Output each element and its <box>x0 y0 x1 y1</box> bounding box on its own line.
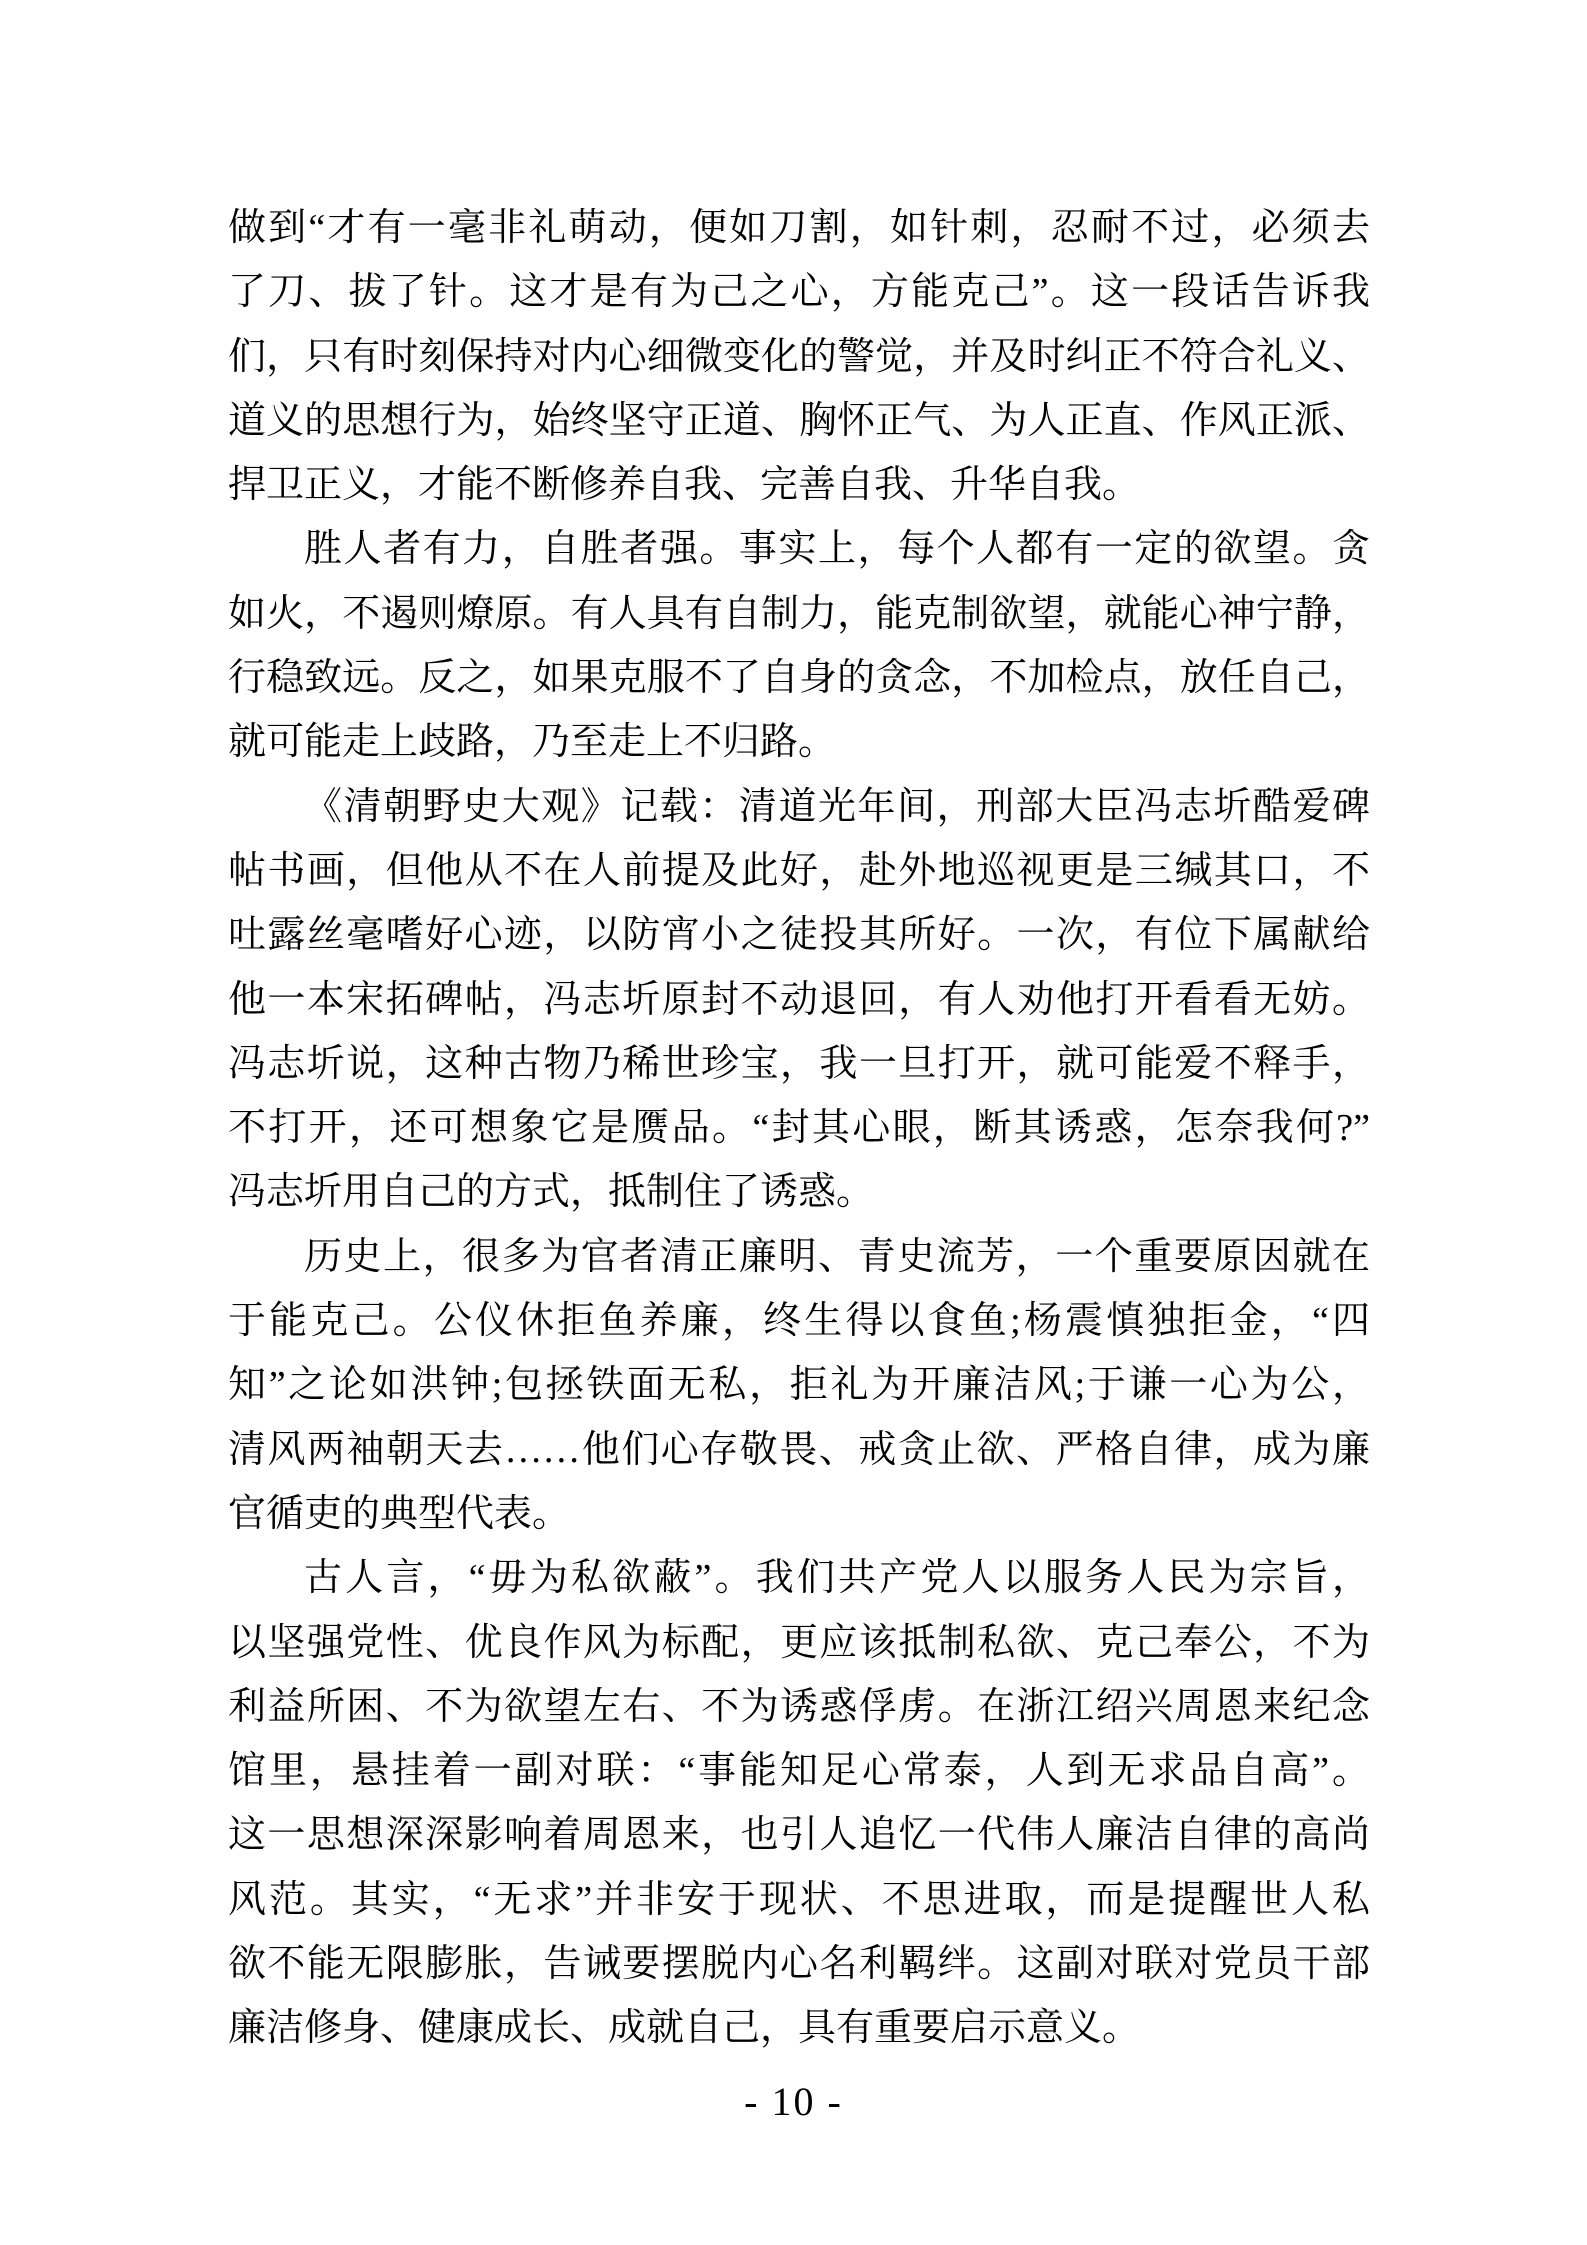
text-line: 古人言，“毋为私欲蔽”。我们共产党人以服务人民为宗旨， <box>304 1557 1370 1600</box>
text-line: 道义的思想行为，始终坚守正道、胸怀正气、为人正直、作风正派、 <box>228 399 1370 442</box>
text-line: 了刀、拔了针。这才是有为己之心，方能克己”。这一段话告诉我 <box>228 271 1370 314</box>
text-line: 行稳致远。反之，如果克服不了自身的贪念，不加检点，放任自己， <box>228 657 1370 700</box>
text-line: 风范。其实，“无求”并非安于现状、不思进取，而是提醒世人私 <box>228 1878 1370 1921</box>
text-line: 这一思想深深影响着周恩来，也引人追忆一代伟人廉洁自律的高尚 <box>228 1814 1370 1857</box>
page-number: - 10 - <box>744 2079 843 2124</box>
text-line: 冯志圻说，这种古物乃稀世珍宝，我一旦打开，就可能爱不释手， <box>228 1042 1370 1085</box>
document-body <box>228 196 1370 2061</box>
text-line: 他一本宋拓碑帖，冯志圻原封不动退回，有人劝他打开看看无妨。 <box>228 978 1370 1021</box>
text-line: 就可能走上歧路，乃至走上不归路。 <box>228 721 837 764</box>
text-line: 以坚强党性、优良作风为标配，更应该抵制私欲、克己奉公，不为 <box>228 1621 1370 1664</box>
text-line: 利益所困、不为欲望左右、不为诱惑俘虏。在浙江绍兴周恩来纪念 <box>228 1685 1370 1728</box>
text-line: 欲不能无限膨胀，告诫要摆脱内心名利羁绊。这副对联对党员干部 <box>228 1943 1370 1986</box>
text-line: 知”之论如洪钟;包拯铁面无私，拒礼为开廉洁风;于谦一心为公， <box>228 1364 1370 1407</box>
text-line: 不打开，还可想象它是赝品。“封其心眼，断其诱惑，怎奈我何?” <box>228 1107 1370 1150</box>
paragraph <box>228 196 1370 517</box>
text-line: 胜人者有力，自胜者强。事实上，每个人都有一定的欲望。贪 <box>304 528 1370 571</box>
paragraph <box>228 775 1370 1225</box>
text-line: 捍卫正义，才能不断修养自我、完善自我、升华自我。 <box>228 464 1141 507</box>
paragraph <box>228 517 1370 774</box>
text-line: 历史上，很多为官者清正廉明、青史流芳，一个重要原因就在 <box>304 1235 1370 1278</box>
text-line: 吐露丝毫嗜好心迹，以防宵小之徒投其所好。一次，有位下属献给 <box>228 914 1370 957</box>
paragraph <box>228 1225 1370 1546</box>
text-line: 清风两袖朝天去……他们心存敬畏、戒贪止欲、严格自律，成为廉 <box>228 1428 1370 1471</box>
text-line: 廉洁修身、健康成长、成就自己，具有重要启示意义。 <box>228 2007 1141 2050</box>
text-line: 馆里，悬挂着一副对联：“事能知足心常泰，人到无求品自高”。 <box>228 1750 1370 1793</box>
paragraph <box>228 1546 1370 2060</box>
text-line: 于能克己。公仪休拒鱼养廉，终生得以食鱼;杨震慎独拒金，“四 <box>228 1300 1370 1343</box>
text-line: 冯志圻用自己的方式，抵制住了诱惑。 <box>228 1171 875 1214</box>
text-line: 如火，不遏则燎原。有人具有自制力，能克制欲望，就能心神宁静， <box>228 592 1370 635</box>
text-line: 官循吏的典型代表。 <box>228 1492 571 1535</box>
text-line: 做到“才有一毫非礼萌动，便如刀割，如针刺，忍耐不过，必须去 <box>228 207 1370 249</box>
text-line: 帖书画，但他从不在人前提及此好，赴外地巡视更是三缄其口，不 <box>228 849 1370 892</box>
text-line: 《清朝野史大观》记载：清道光年间，刑部大臣冯志圻酷爱碑 <box>304 785 1370 828</box>
text-line: 们，只有时刻保持对内心细微变化的警觉，并及时纠正不符合礼义、 <box>228 335 1370 378</box>
